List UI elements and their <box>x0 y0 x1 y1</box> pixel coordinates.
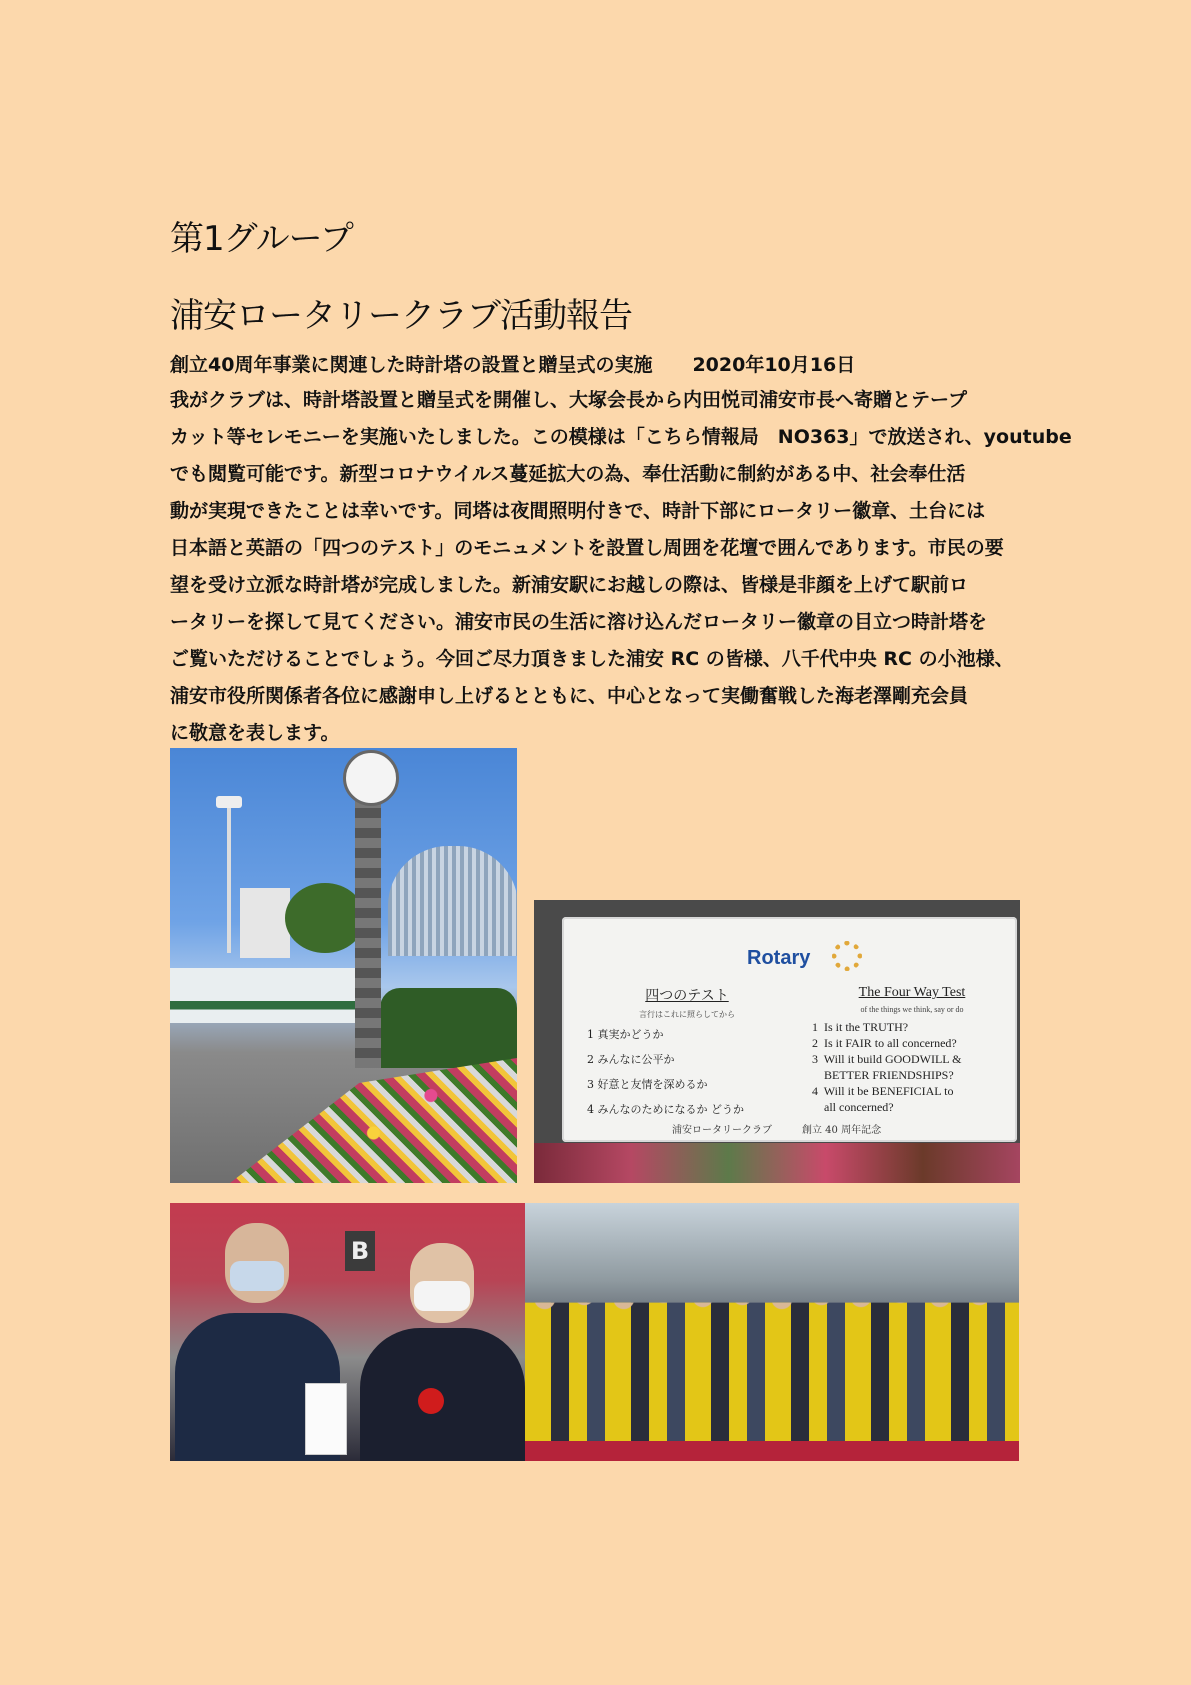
four-way-test-photo <box>534 900 1020 1183</box>
japanese-test-item: 3 好意と友情を深めるか <box>587 1078 708 1091</box>
body-line: 浦安市役所関係者各位に感謝申し上げるとともに、中心となって実働奮戦した海老澤剛充会員 <box>170 685 969 707</box>
group-heading: 第1グループ <box>170 219 353 259</box>
body-line: に敬意を表します。 <box>170 722 340 744</box>
body-line: ータリーを探して見てください。浦安市民の生活に溶け込んだロータリー徽章の目立つ時計塔を <box>170 611 988 633</box>
club-members <box>525 1263 1019 1461</box>
body-line: ご覧いただけることでしょう。今回ご尽力頂きました浦安 RC の皆様、八千代中央 RC の小池様、 <box>170 648 1014 670</box>
japanese-test-item: 2 みんなに公平か <box>587 1053 675 1066</box>
gift-envelope <box>305 1383 347 1455</box>
person-left-mask <box>230 1261 284 1291</box>
subheading-text: 創立40周年事業に関連した時計塔の設置と贈呈式の実施 <box>170 354 653 376</box>
station-building <box>388 846 517 956</box>
english-test-item: 2 Is it FAIR to all concerned? <box>812 1036 957 1050</box>
flower-bed <box>230 1058 517 1183</box>
person-right-mask <box>414 1281 470 1311</box>
article-subheading <box>170 350 1030 377</box>
bus <box>170 968 380 1023</box>
handover-photo <box>170 1203 525 1461</box>
english-test-item: 4 Will it be BENEFICIAL to <box>812 1084 954 1098</box>
street-lamp-pole <box>227 803 231 953</box>
english-test-item: BETTER FRIENDSHIPS? <box>812 1068 954 1082</box>
red-carpet <box>525 1441 1019 1461</box>
rotary-wheel-icon <box>832 941 862 971</box>
english-test-item: 1 Is it the TRUTH? <box>812 1020 909 1034</box>
street-lamp <box>216 796 242 808</box>
english-test-item: 3 Will it build GOODWILL & <box>812 1052 962 1066</box>
english-test-column <box>812 985 1012 1116</box>
store-building <box>240 888 290 958</box>
clock-tower <box>355 788 381 1068</box>
body-line: 日本語と英語の「四つのテスト」のモニュメントを設置し周囲を花壇で囲んであります。市民の要 <box>170 537 1004 559</box>
english-test-subtitle: of the things we think, say or do <box>860 1005 964 1014</box>
report-title: 浦安ロータリークラブ活動報告 <box>170 296 632 336</box>
bus-stop-sign: B <box>345 1231 375 1271</box>
english-test-title: The Four Way Test <box>858 985 966 1000</box>
japanese-test-title: 四つのテスト <box>645 988 729 1004</box>
body-line: カット等セレモニーを実施いたしました。この模様は「こちら情報局 NO363」で放送され、youtube <box>170 426 1072 448</box>
japanese-test-item: 1 真実かどうか <box>587 1028 664 1041</box>
tree <box>285 883 365 953</box>
monument-plate <box>562 917 1017 1142</box>
japanese-test-subtitle: 言行はこれに照らしてから <box>639 1010 735 1019</box>
red-rosette <box>418 1388 444 1414</box>
japanese-test-item: 4 みんなのためになるか どうか <box>587 1103 744 1116</box>
monument-footer: 浦安ロータリークラブ 創立 40 周年記念 <box>672 1125 882 1136</box>
article-body <box>170 382 1072 752</box>
clock-face <box>343 750 399 806</box>
body-line: 動が実現できたことは幸いです。同塔は夜間照明付きで、時計下部にロータリー徽章、土台には <box>170 500 986 522</box>
group-photo <box>525 1203 1019 1461</box>
rotary-logo-text: Rotary <box>747 947 811 969</box>
hedge <box>380 988 517 1068</box>
flowers <box>534 1143 1020 1183</box>
japanese-test-column <box>587 985 787 1126</box>
body-line: でも閲覧可能です。新型コロナウイルス蔓延拡大の為、奉仕活動に制約がある中、社会奉仕活 <box>170 463 966 485</box>
event-date: 2020年10月16日 <box>692 354 856 376</box>
body-line: 望を受け立派な時計塔が完成しました。新浦安駅にお越しの際は、皆様是非顔を上げて駅前ロ <box>170 574 969 596</box>
body-line: 我がクラブは、時計塔設置と贈呈式を開催し、大塚会長から内田悦司浦安市長へ寄贈とテープ <box>170 389 968 411</box>
english-test-item: all concerned? <box>812 1100 894 1114</box>
clock-tower-photo <box>170 748 517 1183</box>
